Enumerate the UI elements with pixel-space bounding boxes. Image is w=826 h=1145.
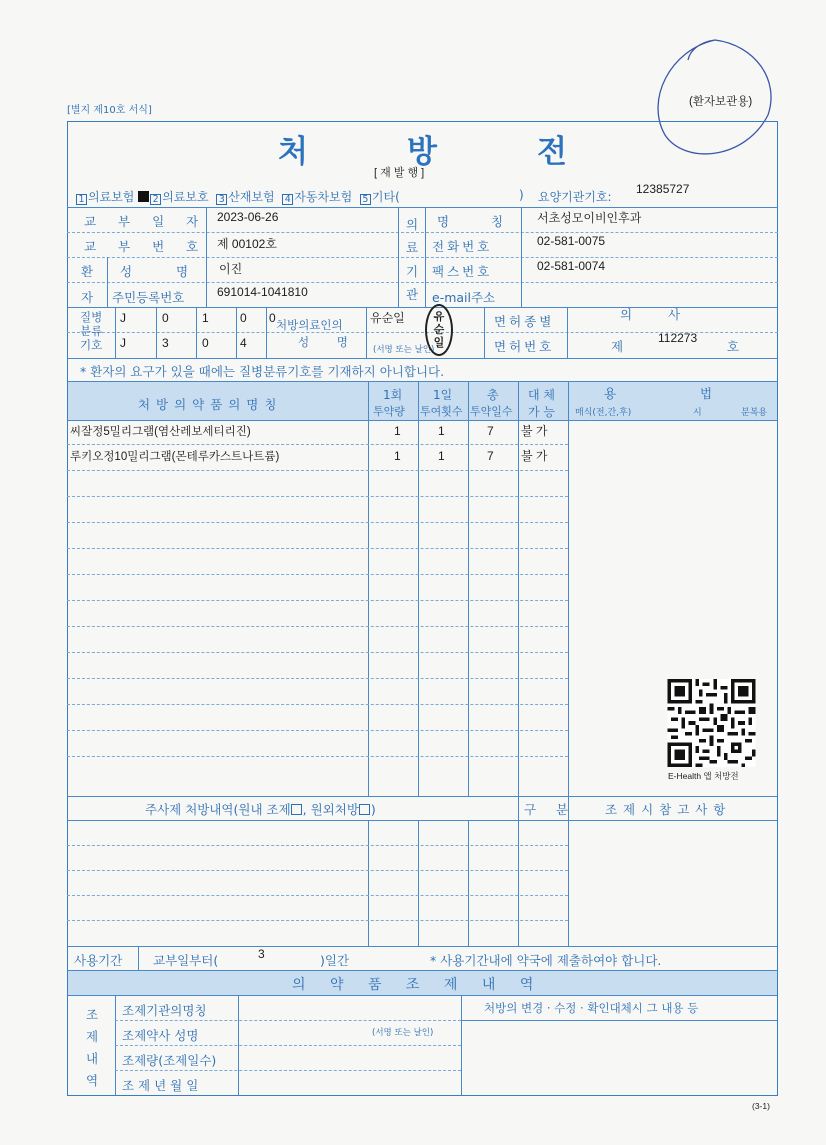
- med-col-dose-2: 투약량: [373, 405, 405, 418]
- issue-date-value: 2023-06-26: [217, 210, 279, 224]
- issue-number-label: 교 부 번 호: [84, 239, 208, 254]
- med-col-usage-2b: 시: [693, 408, 702, 418]
- dispensing-change-note: 처방의 변경 · 수정 · 확인대체시 그 내용 등: [484, 1001, 699, 1015]
- institution-group-char-4: 관: [406, 287, 419, 302]
- copy-note: (환자보관용): [689, 96, 753, 108]
- institution-code-label: 요양기관기호:: [538, 190, 612, 204]
- disease-code-label-1: 질병: [80, 310, 103, 324]
- title-char-3: 전: [537, 134, 567, 170]
- insurance-option-4[interactable]: 4 자동차보험: [278, 190, 352, 204]
- dispensing-title: 의 약 품 조 제 내 역: [292, 977, 538, 993]
- checked-box-icon: [138, 191, 149, 202]
- med-col-sub-2: 가 능: [528, 405, 555, 419]
- license-type-label: 면허종별: [494, 314, 555, 329]
- in-house-checkbox[interactable]: [291, 804, 302, 815]
- patient-group-char-1: 환: [81, 264, 94, 279]
- disease-code-r2c4: 4: [240, 336, 247, 350]
- patient-rrn-value: 691014-1041810: [217, 285, 308, 299]
- license-suffix: 호: [727, 339, 740, 354]
- doctor-name-value: 유순일: [370, 311, 405, 325]
- license-type-value: 의 사: [620, 307, 681, 322]
- page-number: (3-1): [752, 1101, 770, 1111]
- institution-phone-value: 02-581-0075: [537, 234, 606, 248]
- insurance-option-1[interactable]: 1 의료보험: [76, 190, 134, 204]
- med-col-days-2: 투약일수: [470, 405, 513, 418]
- qr-caption: E-Health 앱 처방전: [668, 771, 739, 781]
- dispensing-row-1: 조제기관의명칭: [122, 1003, 207, 1018]
- disease-code-label-3: 기호: [80, 338, 103, 352]
- insurance-option-5[interactable]: 5 기타(: [356, 190, 400, 204]
- insurance-option-2[interactable]: 2 의료보호: [138, 190, 208, 204]
- med-col-usage-2c: 분복용: [741, 408, 768, 418]
- dispensing-group-char-2: 제: [86, 1029, 99, 1044]
- insurance-option-3[interactable]: 3 산재보험: [212, 190, 274, 204]
- disease-code-r1c4: 0: [240, 311, 247, 325]
- usage-period-prefix: 교부일부터(: [153, 953, 219, 968]
- med-1-sub: 불 가: [521, 424, 548, 438]
- doctor-sign-note: (서명 또는 날인): [373, 345, 435, 355]
- med-col-name: 처 방 의 약 품 의 명 칭: [138, 397, 278, 412]
- dispensing-row-3: 조제량(조제일수): [122, 1053, 217, 1068]
- dispensing-row-4: 조 제 년 월 일: [122, 1078, 199, 1093]
- license-prefix: 제: [611, 339, 624, 354]
- injection-title: 주사제 처방내역(원내 조제 , 원외처방 ): [145, 802, 376, 817]
- med-col-usage-2a: 매식(전,간,후): [575, 408, 632, 418]
- doctor-label-2: 성 명: [298, 335, 348, 349]
- disease-code-r2c2: 3: [162, 336, 169, 350]
- dispensing-group-char-1: 조: [86, 1007, 99, 1022]
- injection-notes: 조 제 시 참 고 사 항: [605, 802, 727, 817]
- injection-category: 구 분: [524, 802, 569, 817]
- med-col-dose-1: 1회: [383, 388, 403, 402]
- med-col-usage-1: 용 법: [604, 386, 713, 401]
- institution-name-label: 명 칭: [437, 214, 504, 229]
- disease-code-r1c1: J: [120, 311, 126, 325]
- disease-code-label-2: 분류: [80, 324, 103, 338]
- doctor-seal: [425, 304, 453, 356]
- title-char-1: 처: [278, 134, 308, 170]
- license-number-label: 면허번호: [494, 339, 555, 354]
- institution-email-label: e-mail주소: [432, 290, 496, 305]
- institution-code-value: 12385727: [636, 182, 690, 196]
- usage-period-note: * 사용기간내에 약국에 제출하여야 합니다.: [430, 953, 662, 968]
- institution-fax-label: 팩스번호: [432, 264, 493, 279]
- med-2-days: 7: [487, 449, 494, 463]
- med-1-name: 씨잘정5밀리그램(염산레보세티리진): [70, 426, 251, 438]
- disease-code-r2c3: 0: [202, 336, 209, 350]
- disease-code-r2c1: J: [120, 336, 126, 350]
- med-col-sub-1: 대 체: [528, 388, 555, 402]
- outside-checkbox[interactable]: [359, 804, 370, 815]
- license-number-value: 112273: [658, 331, 698, 345]
- disease-code-note: * 환자의 요구가 있을 때에는 질병분류기호를 기재하지 아니합니다.: [80, 364, 445, 379]
- reissue-label: [ 재 발 행 ]: [374, 167, 425, 179]
- insurance-close: ): [519, 188, 524, 202]
- institution-group-char-1: 의: [406, 217, 419, 232]
- institution-group-char-3: 기: [406, 264, 419, 279]
- dispensing-group-char-4: 역: [86, 1073, 99, 1088]
- issue-date-label: 교 부 일 자: [84, 214, 208, 229]
- med-1-freq: 1: [438, 424, 445, 438]
- med-col-days-1: 총: [487, 388, 499, 402]
- usage-period-days[interactable]: 3: [258, 947, 265, 961]
- dispensing-sign-note: (서명 또는 날인): [372, 1028, 434, 1038]
- patient-group-char-2: 자: [81, 290, 94, 305]
- med-1-dose: 1: [394, 424, 401, 438]
- disease-code-r1c5: 0: [269, 311, 276, 325]
- dispensing-row-2: 조제약사 성명: [122, 1028, 199, 1043]
- form-number: [별지 제10호 서식]: [67, 105, 152, 116]
- usage-period-label: 사용기간: [74, 953, 123, 968]
- patient-name-label: 성 명: [120, 264, 189, 279]
- dispensing-group-char-3: 내: [86, 1051, 99, 1066]
- title-char-2: 방: [407, 134, 437, 170]
- disease-code-r1c3: 1: [202, 311, 209, 325]
- institution-phone-label: 전화번호: [432, 239, 493, 254]
- institution-group-char-2: 료: [406, 240, 419, 255]
- institution-name-value: 서초성모이비인후과: [537, 211, 642, 225]
- patient-rrn-label: 주민등록번호: [112, 290, 185, 305]
- patient-name-value: 이진: [219, 262, 243, 276]
- usage-period-suffix: )일간: [320, 953, 350, 968]
- med-1-days: 7: [487, 424, 494, 438]
- doctor-label-1: 처방의료인의: [276, 318, 343, 332]
- insurance-types: [76, 188, 400, 205]
- qr-code[interactable]: [666, 679, 757, 767]
- med-col-freq-2: 투여횟수: [420, 405, 463, 418]
- med-col-freq-1: 1일: [433, 388, 453, 402]
- med-2-freq: 1: [438, 449, 445, 463]
- med-2-sub: 불 가: [521, 449, 548, 463]
- med-2-dose: 1: [394, 449, 401, 463]
- med-2-name: 루키오정10밀리그램(몬테루카스트나트륨): [70, 451, 280, 463]
- disease-code-r1c2: 0: [162, 311, 169, 325]
- doctor-seal-text: 유순일: [433, 311, 445, 349]
- issue-number-value: 제 00102호: [217, 237, 277, 251]
- institution-fax-value: 02-581-0074: [537, 259, 606, 273]
